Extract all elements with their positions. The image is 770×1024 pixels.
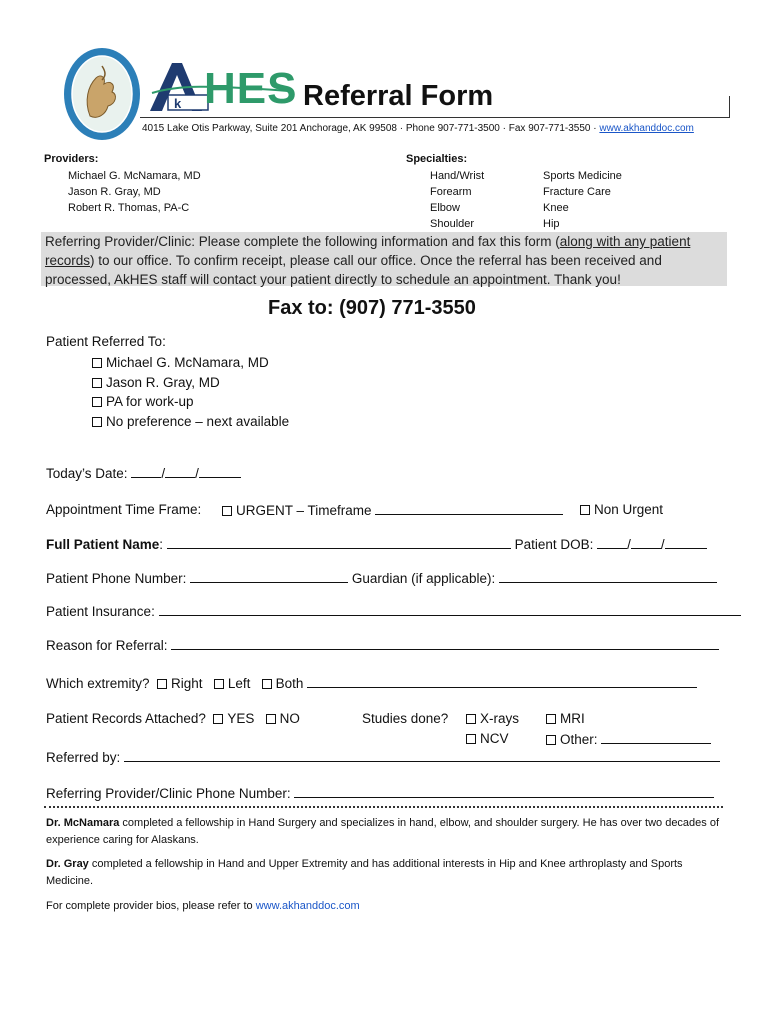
checkbox[interactable] bbox=[262, 679, 272, 689]
referred-by-row: Referred by: bbox=[46, 749, 720, 765]
specialty-item: Elbow bbox=[430, 202, 460, 214]
checkbox[interactable] bbox=[92, 378, 102, 388]
specialty-item: Sports Medicine bbox=[543, 170, 622, 182]
studies-mri[interactable]: MRI bbox=[546, 711, 585, 726]
checkbox[interactable] bbox=[546, 735, 556, 745]
instructions-underlined: along with any patient records bbox=[45, 234, 691, 268]
referred-option-no-preference[interactable]: No preference – next available bbox=[92, 412, 289, 432]
extremity-right[interactable]: Right bbox=[157, 676, 203, 691]
referred-to-label: Patient Referred To: bbox=[46, 334, 166, 349]
checkbox[interactable] bbox=[214, 679, 224, 689]
urgent-option[interactable]: URGENT – Timeframe bbox=[222, 502, 563, 518]
referred-by-field[interactable] bbox=[124, 749, 720, 762]
records-no[interactable]: NO bbox=[266, 711, 300, 726]
checkbox[interactable] bbox=[266, 714, 276, 724]
reason-row: Reason for Referral: bbox=[46, 637, 719, 653]
provider-item: Jason R. Gray, MD bbox=[68, 186, 161, 198]
header-rule bbox=[140, 117, 730, 118]
instructions-box: Referring Provider/Clinic: Please complete the following information and fax this form (along with any patient records) to our office. To confirm receipt, please call our office. Once the referral has been received and processed, AkHES staff will contact your patient directly to schedule an appointment. Thank you! bbox=[41, 232, 727, 286]
footer-website-link[interactable]: www.akhanddoc.com bbox=[255, 900, 360, 912]
checkbox[interactable] bbox=[92, 417, 102, 427]
provider-list bbox=[68, 168, 201, 216]
checkbox[interactable] bbox=[580, 505, 590, 515]
bio-gray: Dr. Gray completed a fellowship in Hand and Upper Extremity and has additional interests in Hip and Knee arthroplasty and Sports Medicine. bbox=[46, 858, 683, 887]
dob-month-field[interactable] bbox=[597, 536, 627, 549]
appointment-label: Appointment Time Frame: bbox=[46, 502, 202, 517]
studies-xrays[interactable]: X-rays bbox=[466, 711, 519, 726]
phone-row: Patient Phone Number: Guardian (if applicable): bbox=[46, 570, 717, 586]
checkbox[interactable] bbox=[466, 714, 476, 724]
practice-seal bbox=[62, 46, 142, 142]
referred-option-gray[interactable]: Jason R. Gray, MD bbox=[92, 373, 289, 393]
checkbox[interactable] bbox=[546, 714, 556, 724]
akhes-logo bbox=[148, 57, 296, 115]
studies-label: Studies done? bbox=[362, 711, 449, 726]
page-title: Referral Form bbox=[303, 80, 494, 112]
referring-phone-row: Referring Provider/Clinic Phone Number: bbox=[46, 785, 714, 801]
address-line: 4015 Lake Otis Parkway, Suite 201 Anchorage, AK 99508 · Phone 907-771-3500 · Fax 907-771-3550 · www.akhanddoc.com bbox=[142, 123, 694, 134]
studies-other[interactable]: Other: bbox=[546, 731, 711, 747]
dotted-divider bbox=[44, 806, 723, 808]
svg-text:k: k bbox=[174, 96, 182, 111]
providers-heading: Providers: bbox=[44, 153, 99, 165]
specialty-item: Forearm bbox=[430, 186, 472, 198]
insurance-field[interactable] bbox=[159, 603, 741, 616]
specialties-col1 bbox=[430, 168, 484, 232]
specialty-item: Fracture Care bbox=[543, 186, 611, 198]
specialty-item: Shoulder bbox=[430, 218, 475, 230]
guardian-field[interactable] bbox=[499, 570, 717, 583]
referred-option-mcnamara[interactable]: Michael G. McNamara, MD bbox=[92, 353, 289, 373]
checkbox[interactable] bbox=[213, 714, 223, 724]
svg-text:HES: HES bbox=[204, 64, 296, 113]
patient-phone-field[interactable] bbox=[190, 570, 348, 583]
extremity-left[interactable]: Left bbox=[214, 676, 251, 691]
studies-other-field[interactable] bbox=[601, 731, 711, 744]
fax-to-heading: Fax to: (907) 771-3550 bbox=[268, 297, 476, 319]
referred-to-options bbox=[92, 353, 289, 431]
studies-ncv[interactable]: NCV bbox=[466, 731, 509, 746]
referred-option-pa[interactable]: PA for work-up bbox=[92, 392, 289, 412]
checkbox[interactable] bbox=[466, 734, 476, 744]
checkbox[interactable] bbox=[92, 397, 102, 407]
dob-day-field[interactable] bbox=[631, 536, 661, 549]
date-year-field[interactable] bbox=[199, 465, 241, 478]
specialty-item: Hip bbox=[543, 218, 560, 230]
full-name-row: Full Patient Name: Patient DOB: / / bbox=[46, 536, 707, 552]
reason-field[interactable] bbox=[171, 637, 719, 650]
todays-date-row: Today’s Date: / / bbox=[46, 465, 241, 481]
bios-footer: For complete provider bios, please refer to www.akhanddoc.com bbox=[46, 900, 360, 912]
checkbox[interactable] bbox=[92, 358, 102, 368]
non-urgent-option[interactable]: Non Urgent bbox=[580, 502, 663, 517]
date-day-field[interactable] bbox=[165, 465, 195, 478]
extremity-both[interactable]: Both bbox=[262, 676, 304, 691]
checkbox[interactable] bbox=[157, 679, 167, 689]
specialty-item: Knee bbox=[543, 202, 569, 214]
date-month-field[interactable] bbox=[131, 465, 161, 478]
bio-mcnamara: Dr. McNamara completed a fellowship in Hand Surgery and specializes in hand, elbow, and shoulder surgery. He has over two decades of experience caring for Alaskans. bbox=[46, 817, 720, 846]
provider-item: Robert R. Thomas, PA-C bbox=[68, 202, 190, 214]
website-link[interactable]: www.akhanddoc.com bbox=[599, 123, 694, 134]
provider-item: Michael G. McNamara, MD bbox=[68, 170, 201, 182]
header-vrule bbox=[729, 96, 730, 117]
checkbox[interactable] bbox=[222, 506, 232, 516]
referring-phone-field[interactable] bbox=[294, 785, 714, 798]
records-row: Patient Records Attached? YES NO bbox=[46, 711, 300, 726]
specialties-heading: Specialties: bbox=[406, 153, 468, 165]
dob-year-field[interactable] bbox=[665, 536, 707, 549]
urgent-timeframe-field[interactable] bbox=[375, 502, 563, 515]
full-name-field[interactable] bbox=[167, 536, 511, 549]
extremity-row: Which extremity? Right Left Both bbox=[46, 675, 697, 691]
specialties-col2 bbox=[543, 168, 622, 232]
insurance-row: Patient Insurance: bbox=[46, 603, 741, 619]
records-yes[interactable]: YES bbox=[213, 711, 254, 726]
extremity-notes-field[interactable] bbox=[307, 675, 697, 688]
specialty-item: Hand/Wrist bbox=[430, 170, 485, 182]
